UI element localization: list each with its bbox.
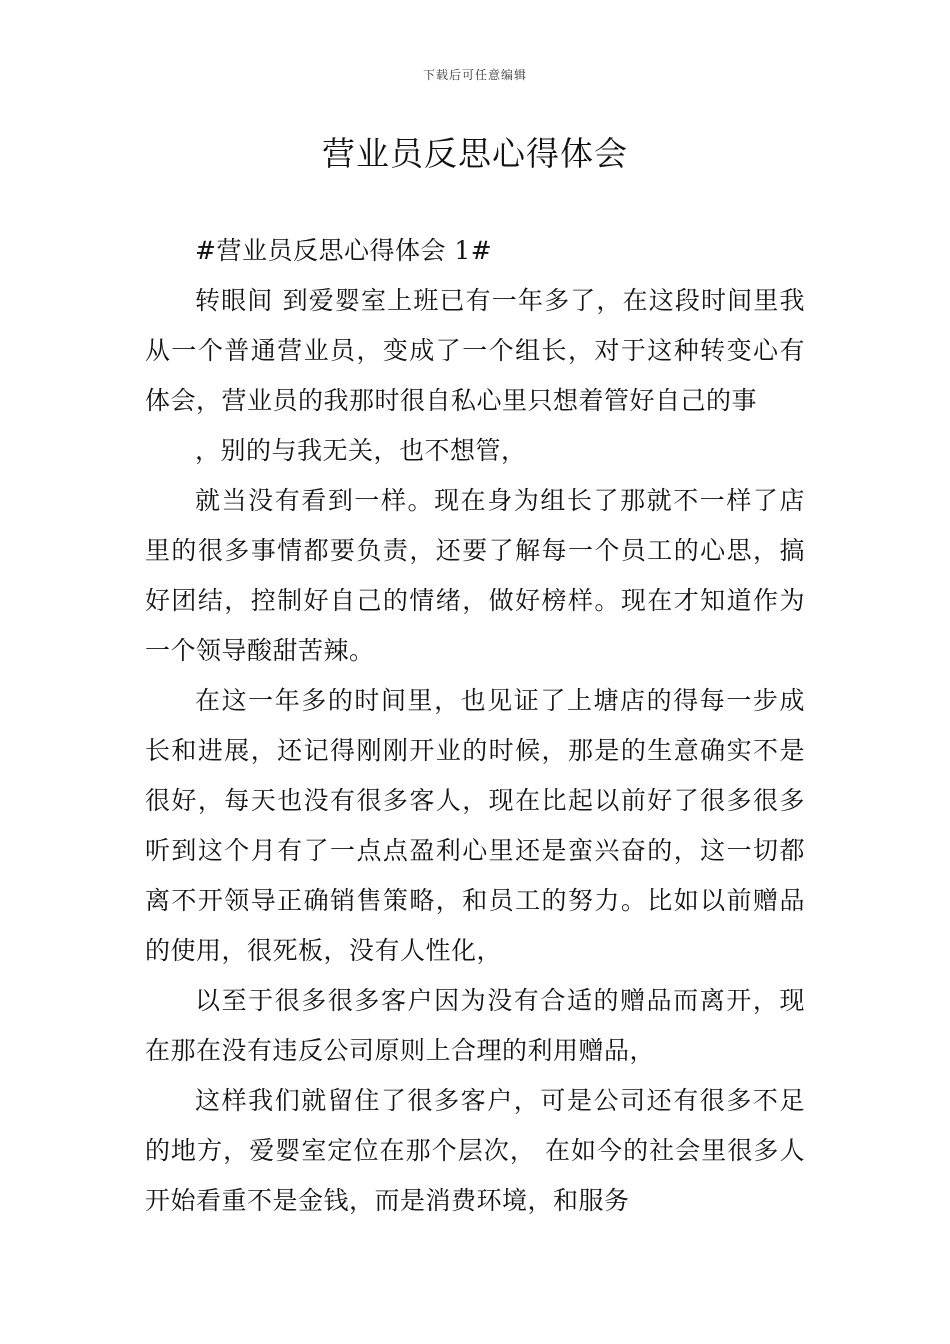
paragraph: 以至于很多很多客户因为没有合适的赠品而离开，现在那在没有违反公司原则上合理的利用赠品， (145, 986, 805, 1065)
paragraph: ，别的与我无关，也不想管， (195, 436, 527, 465)
paragraph: 这样我们就留住了很多客户，可是公司还有很多不足的地方，爱婴室定位在那个层次， 在如今的社会里很多人开始看重不是金钱，而是消费环境，和服务 (145, 1086, 805, 1215)
paragraph: 转眼间 到爱婴室上班已有一年多了，在这段时间里我从一个普通营业员，变成了一个组长，对于这种转变心有体会，营业员的我那时很自私心里只想着管好自己的事 (145, 286, 805, 415)
paragraph: 在这一年多的时间里，也见证了上塘店的得每一步成长和进展，还记得刚刚开业的时候，那是的生意确实不是很好，每天也没有很多客人，现在比起以前好了很多很多听到这个月有了一点点盈利心里还是蛮兴奋的，这一切都离不开领导正确销售策略，和员工的努力。比如以前赠品的使用，很死板，没有人性化， (145, 686, 805, 965)
section-heading: #营业员反思心得体会 1# (195, 236, 493, 265)
document-body (145, 226, 805, 1226)
page-title: 营业员反思心得体会 (322, 134, 628, 173)
header-note: 下载后可任意编辑 (422, 68, 527, 82)
paragraph: 就当没有看到一样。现在身为组长了那就不一样了店里的很多事情都要负责，还要了解每一个员工的心思，搞好团结，控制好自己的情绪，做好榜样。现在才知道作为一个领导酸甜苦辣。 (145, 486, 805, 665)
